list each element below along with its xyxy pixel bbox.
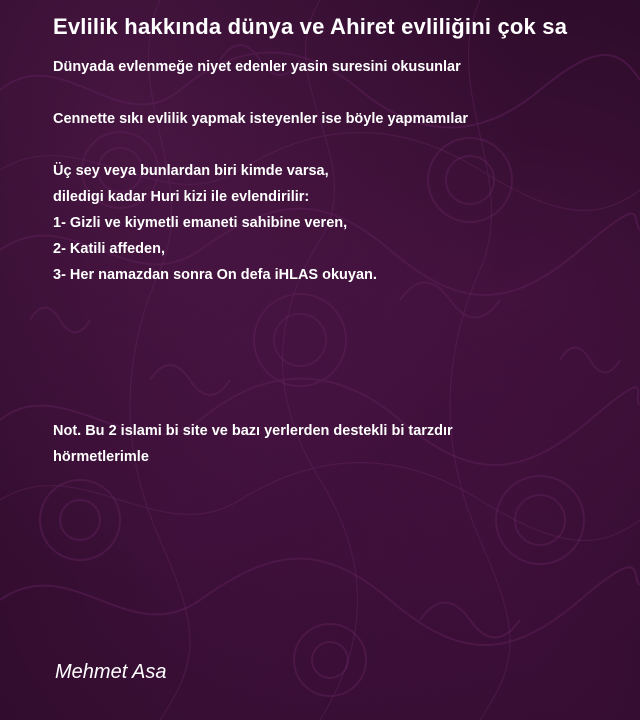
poem-line: 1- Gizli ve kiymetli emaneti sahibine veren, bbox=[53, 215, 348, 231]
poem-line: 3- Her namazdan sonra On defa iHLAS okuyan. bbox=[53, 267, 377, 283]
poem-line bbox=[53, 392, 613, 418]
poem-line: diledigi kadar Huri kizi ile evlendirilir: bbox=[53, 189, 310, 205]
author-name: Mehmet Asa bbox=[55, 661, 167, 683]
poem-line bbox=[53, 288, 613, 314]
poem-line: Cennette sıkı evlilik yapmak isteyenler ise böyle yapmamılar bbox=[53, 111, 469, 127]
poem-line: Dünyada evlenmeğe niyet edenler yasin suresini okusunlar bbox=[53, 59, 461, 75]
poem-line bbox=[53, 340, 613, 366]
poem-line bbox=[53, 132, 613, 158]
poem-line: Üç sey veya bunlardan biri kimde varsa, bbox=[53, 163, 329, 179]
poem-line: 2- Katili affeden, bbox=[53, 241, 165, 257]
poem-line: Not. Bu 2 islami bi site ve bazı yerlerden destekli bi tarzdır bbox=[53, 423, 453, 439]
page-title: Evlilik hakkında dünya ve Ahiret evliliğini çok sa bbox=[53, 14, 568, 39]
poem-line bbox=[53, 80, 613, 106]
poem-line: hörmetlerimle bbox=[53, 449, 149, 465]
poem-line bbox=[53, 314, 613, 340]
poem-line bbox=[53, 366, 613, 392]
poem-body bbox=[53, 54, 613, 470]
